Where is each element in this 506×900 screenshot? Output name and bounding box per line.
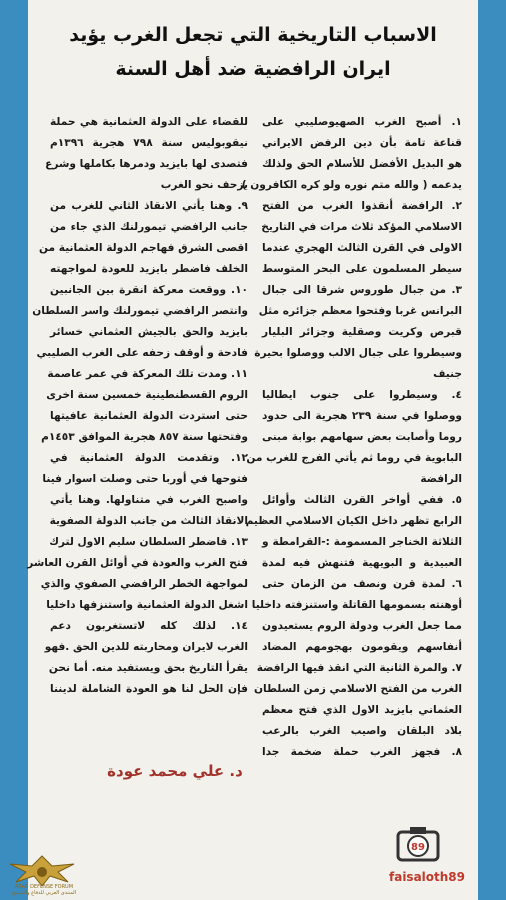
text-line: ٤. وسيطروا على جنوب ايطاليا	[262, 389, 462, 401]
text-line: وانتصر الرافضي تيمورلنك واسر السلطان	[32, 305, 248, 317]
text-line: الاولى في القرن الثالث الهجري عندما	[262, 242, 462, 254]
text-line: نيقوبوليس سنة ٧٩٨ هجرية ١٣٩٦م	[50, 137, 248, 149]
text-line: ٢. الرافضة أنقذوا الغرب من الفتح	[262, 200, 462, 212]
text-line: ٣. من جبال طوروس شرقا الى جبال	[262, 284, 462, 296]
text-line: سيطر المسلمون على البحر المتوسط	[262, 263, 462, 275]
text-line: فإن الحل لنا هو العودة الشاملة لديننا	[50, 683, 248, 695]
text-line: ٧. والمرة الثانية التي انقذ فيها الرافضة	[256, 662, 462, 674]
text-line: ١٠. ووقعت معركة انقرة بين الجانبين	[50, 284, 248, 296]
text-line: أوهنته بسمومها القاتلة واستنزفته داخليا	[251, 599, 462, 611]
text-line: قناعة تامة بأن دين الرفض الايراني	[262, 137, 462, 149]
text-line: ٩. وهنا يأتي الانقاذ الثاني للغرب من	[50, 200, 248, 212]
text-line: فتح الغرب والعودة في أوائل القرن العاشر	[27, 557, 248, 569]
logo-line-2: المنتدى العربي للدفاع والتسليح	[11, 890, 77, 896]
text-line: ١٣. فاضطر السلطان سليم الاول لترك	[49, 536, 248, 548]
text-line: ١٤. لذلك كله لاتستغربون دعم	[50, 620, 248, 632]
text-line: لمواجهة الخطر الرافضي الصفوي والذي	[40, 578, 248, 590]
text-line: للقضاء على الدولة العثمانية هي حملة	[50, 116, 248, 128]
text-line: الرافضة	[420, 473, 462, 485]
text-line: ٨. فجهز الغرب حملة ضخمة جدا	[262, 746, 462, 758]
left-column-text	[27, 112, 248, 700]
text-line: الغرب لايران ومحاربته للدين الحق .فهو	[44, 641, 248, 653]
text-line: العبيدية و البويهية فتنهش فيه لمدة	[262, 557, 462, 569]
text-line: الرابع تظهر داخل الكيان الاسلامي العظيم	[245, 515, 462, 527]
text-line: العثماني بايزيد الاول الذي فتح معظم	[262, 704, 462, 716]
text-line: الغرب من الفتح الاسلامي زمن السلطان	[253, 683, 462, 695]
author-signature: د. علي محمد عودة	[107, 762, 243, 780]
text-line: يدعمه ( والله متم نوره ولو كره الكافرون )	[241, 179, 462, 191]
text-line: روما وأصابت بعض سهامهم بوابة مبنى	[262, 431, 462, 443]
text-line: الثلاثة الخناجر المسمومة :-القرامطة و	[262, 536, 462, 548]
text-line: يقرأ التاريخ بحق ويستفيد منه. أما نحن	[48, 662, 248, 674]
text-line: ٦. لمدة قرن ونصف من الزمان حتى	[262, 578, 462, 590]
camera-icon	[396, 826, 440, 862]
title-line-1: الاسباب التاريخية التي تجعل الغرب يؤيد	[69, 24, 437, 46]
text-line: اشغل الدولة العثمانية واستنزفها داخليا	[46, 599, 248, 611]
text-line: ٥. ففي أواخر القرن الثالث وأوائل	[262, 494, 462, 506]
left-frame-bar	[0, 0, 28, 900]
text-line: وفتحتها سنة ٨٥٧ هجرية الموافق ١٤٥٣م	[41, 431, 248, 443]
text-line: وسيطروا على جبال الالب ووصلوا بحيرة	[254, 347, 462, 359]
text-line: الروم القسطنطينية خمسين سنة اخرى	[46, 389, 248, 401]
text-line: جنيف	[433, 368, 462, 380]
text-line: بلاد البلقان واصيب الغرب بالرعب	[262, 725, 462, 737]
forum-logo-caption	[2, 884, 86, 896]
text-line: جانب الرافضي تيمورلنك الذي جاء من	[50, 221, 248, 233]
text-line: أنفاسهم ويقومون بهجومهم المضاد	[262, 641, 462, 653]
article-title	[34, 18, 472, 86]
text-line: فتوحها في أوربا حتى وصلت اسوار فينا	[42, 473, 248, 485]
text-line: مما جعل الغرب ودولة الروم يستعيدون	[262, 620, 462, 632]
text-line: هو البديل الأفضل للأسلام الحق ولذلك	[262, 158, 462, 170]
text-line: ١. أصبح الغرب الصهيوصليبي على	[262, 116, 462, 128]
title-line-2: ايران الرافضية ضد أهل السنة	[115, 58, 391, 80]
author-handle: faisaloth89	[389, 870, 466, 884]
text-line: البرانس غربا وفتحوا معظم جزائره مثل	[258, 305, 462, 317]
text-line: الخلف فاضطر بايزيد للعودة لمواجهته	[50, 263, 248, 275]
text-line: ووصلوا في سنة ٢٣٩ هجرية الى حدود	[262, 410, 462, 422]
text-line: اقصى الشرق فهاجم الدولة العثمانية من	[39, 242, 248, 254]
text-line: الاسلامي المؤكد ثلاث مرات في التاريخ	[261, 221, 462, 233]
text-line: فتصدى لها بايزيد ودمرها بكاملها وشرع	[45, 158, 248, 170]
text-line: فادحة و أوقف زحفه على الغرب الصليبي	[36, 347, 248, 359]
text-line: قبرص وكريت وصقلية وجزائر البليار	[262, 326, 462, 338]
text-line: البابوية في روما ثم يأتي الفرج للغرب من	[246, 452, 462, 464]
text-line: بايزيد والحق بالجيش العثماني خسائر	[50, 326, 248, 338]
text-line: واصبح الغرب في متناولها. وهنا يأتي	[50, 494, 248, 506]
text-line: ١٢. وتقدمت الدولة العثمانية في	[50, 452, 248, 464]
text-line: الانقاذ الثالث من جانب الدولة الصفوية	[49, 515, 248, 527]
text-line: يزحف نحو الغرب	[160, 179, 248, 191]
logo-line-1: ARAB DEFENSE FORUM	[14, 884, 74, 890]
right-frame-bar	[478, 0, 506, 900]
right-column-text	[241, 112, 462, 763]
text-line: ١١. ومدت تلك المعركة في عمر عاصمة	[47, 368, 248, 380]
svg-text:89: 89	[411, 842, 425, 853]
text-line: حتى استردت الدولة العثمانية عافيتها	[50, 410, 248, 422]
